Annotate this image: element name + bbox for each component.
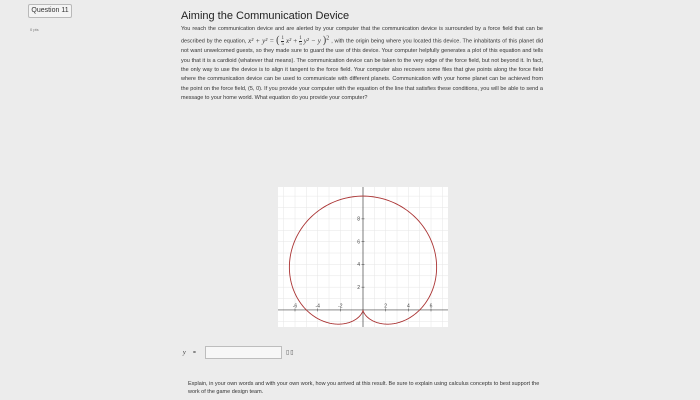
y-tick-label: 8 [357,216,360,223]
x-tick-label: -4 [315,303,320,310]
question-prompt [181,25,543,104]
explain-instructions: Explain, in your own words and with your own work, how you arrived at this result. Be sure to explain using calculus concepts to best support the work of the game design team. [188,381,540,395]
equation-editor-icon[interactable]: ▯▯ [286,350,295,356]
question-number-label: Question 11 [28,4,72,18]
points-label: 0 pts [30,27,39,32]
cardioid-plot [278,187,448,327]
cardioid-plot-svg [278,187,448,327]
y-tick-label: 2 [357,284,360,291]
force-field-equation: x² + y² = ( $\frac{1}{5}$ x² + $\frac{1}{5}$ y² − y )$^2$ [248,34,330,47]
x-tick-label: -2 [338,303,343,310]
x-tick-label: 6 [429,303,433,310]
answer-equals-label: = [193,350,196,356]
x-tick-label: 4 [406,303,410,310]
x-tick-label: 2 [384,303,388,310]
prompt-text-2: , with the origin being where you located this device. The inhabitants of this planet did not want unwelcomed guests, so they made sure to guard the use of this device. Your computer helpfully generates a plot of this equation and tells you that it is a cardioid (whatever that means). The communication device can be taken to the very edge of the force field, but not beyond it. In fact, the only way to use the device is to align it tangent to the force field. Your computer also recovers some files that give points along the force field where the communication device can be used to communicate with different planets. Communication with your home planet can be achieved from the point on the force field, (5, 0). If you provide your computer with the equation of the line that satisfies these conditions, you will be able to send a message to your home world. What equation do you provide your computer? [181,38,544,102]
answer-input[interactable] [205,346,282,359]
answer-y-label: y [183,350,186,356]
x-tick-label: -6 [292,303,298,310]
question-title: Aiming the Communication Device [181,10,350,22]
y-tick-label: 4 [357,262,360,269]
y-tick-label: 6 [357,239,360,246]
prompt-text-1: You reach the communication device and are alerted by your computer that the communication device is surrounded by a force field that can be described by the equation, [181,26,543,45]
